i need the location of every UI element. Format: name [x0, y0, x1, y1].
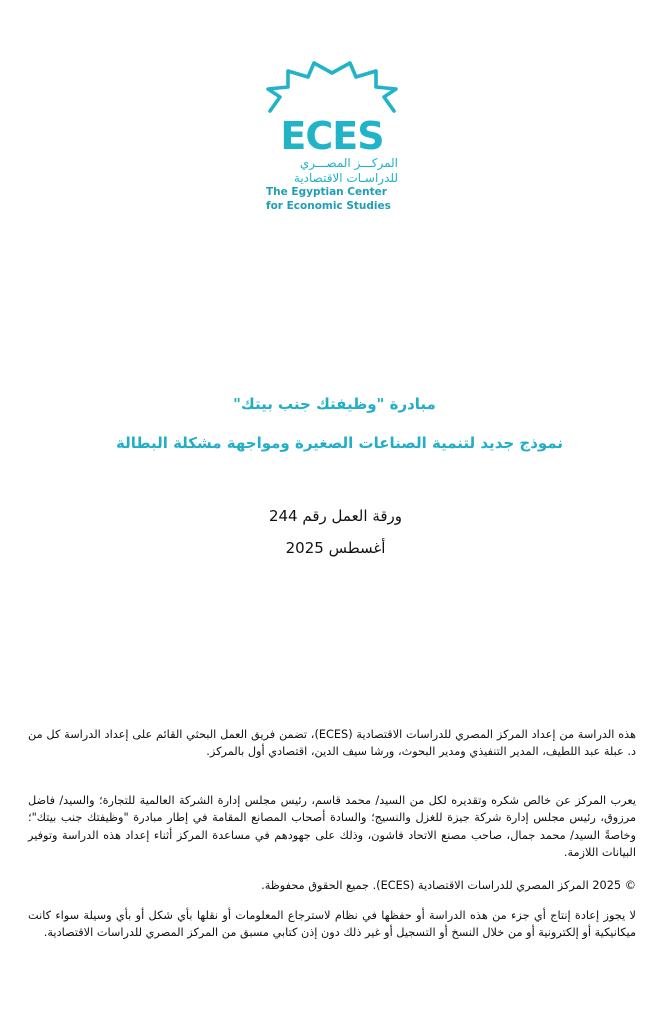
copyright-note: © 2025 المركز المصري للدراسات الاقتصادية (ECES). جميع الحقوق محفوظة. — [261, 879, 636, 892]
logo-english-name-line-1: The Egyptian Center — [266, 186, 387, 198]
eces-logo — [262, 55, 402, 215]
logo-arabic-name-line-2: للدراسـات الاقتصادية — [293, 171, 398, 185]
logo-arabic-name-line-1: المركـــز المصـــري — [299, 156, 398, 170]
initiative-title: مبادرة "وظيفتك جنب بيتك" — [233, 395, 436, 413]
logo-english-name-line-2: for Economic Studies — [266, 200, 391, 212]
publication-date: أغسطس 2025 — [285, 539, 386, 557]
acknowledgment-note: يعرب المركز عن خالص شكره وتقديره لكل من السيد/ محمد قاسم، رئيس مجلس إدارة الشركة العالمية للتجارة؛ والسيد/ فاضل مرزوق، رئيس مجلس إدارة شركة جيزة للغزل والنسيج؛ والسادة أصحاب المصانع المقامة في إطار مبادرة "وظيفتك جنب بيتك"؛ وخاصةً السيد/ محمد جمال، صاحب مصنع الاتحاد فاشون، وذلك على جهودهم في مساعدة المركز أثناء إعداد هذه الدراسة وتوفير البيانات اللازمة. — [28, 794, 636, 860]
working-paper-number: ورقة العمل رقم 244 — [268, 507, 403, 525]
authors-note: هذه الدراسة من إعداد المركز المصري للدراسات الاقتصادية (ECES)، تضمن فريق العمل البحثي القائم على إعداد الدراسة كل من د. عبلة عبد اللطيف، المدير التنفيذي ومدير البحوث، ورشا سيف الدين، اقتصادي أول بالمركز. — [28, 728, 636, 759]
crown-icon — [262, 55, 402, 117]
logo-acronym: ECES — [280, 114, 384, 158]
study-subtitle: نموذج جديد لتنمية الصناعات الصغيرة ومواجهة مشكلة البطالة — [115, 434, 563, 452]
reproduction-rights-note: لا يجوز إعادة إنتاج أي جزء من هذه الدراسة أو حفظها في نظام لاسترجاع المعلومات أو نقلها بأي شكل أو بأي وسيلة سواء كانت ميكانيكية أو إلكترونية أو من خلال النسخ أو التسجيل أو غير ذلك دون إذن كتابي مسبق من المركز المصري للدراسات الاقتصادية. — [28, 909, 636, 940]
